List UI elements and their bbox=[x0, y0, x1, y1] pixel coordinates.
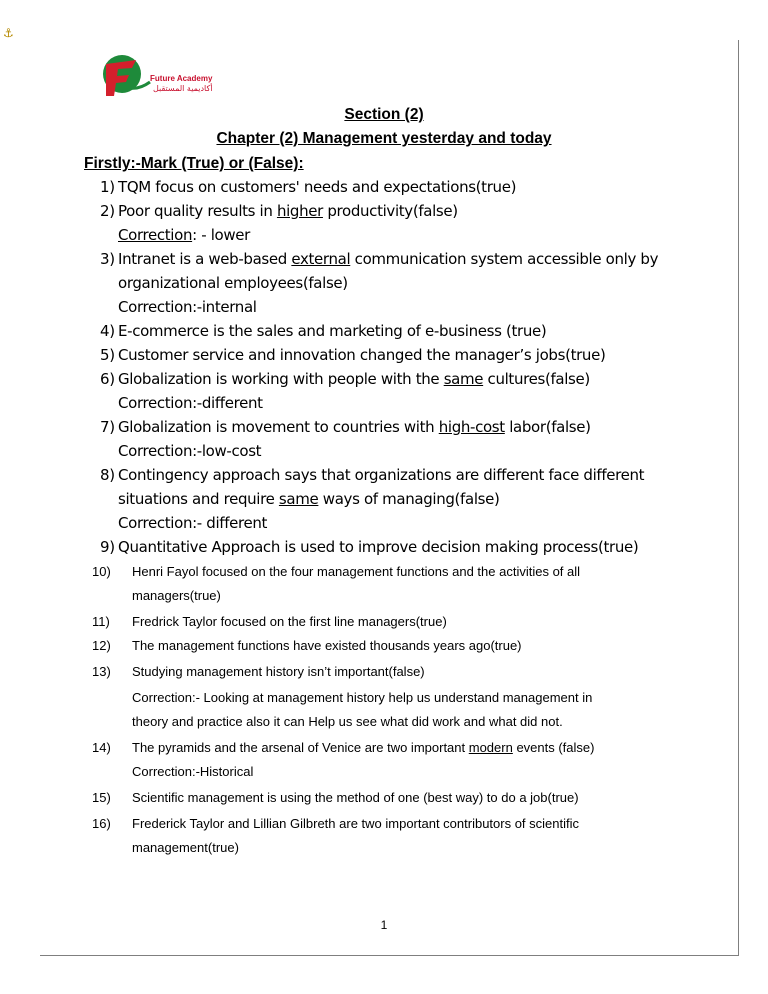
question-continuation: Correction:- different bbox=[118, 514, 268, 532]
question-item: Quantitative Approach is used to improve decision making process(true) bbox=[118, 538, 639, 556]
text-after: labor(false) bbox=[504, 418, 591, 436]
underlined-word: same bbox=[443, 370, 484, 388]
page-border-right bbox=[738, 40, 739, 955]
text-after: ways of managing(false) bbox=[318, 490, 500, 508]
question-item: Henri Fayol focused on the four management functions and the activities of all bbox=[132, 564, 581, 579]
question-item bbox=[118, 202, 458, 220]
question-continuation: Correction:- Looking at management history help us understand management in bbox=[132, 690, 593, 705]
question-item bbox=[118, 418, 591, 436]
text-before: Globalization is movement to countries with bbox=[118, 418, 439, 436]
text-after: communication system accessible only by bbox=[350, 250, 659, 268]
question-item: TQM focus on customers' needs and expectations(true) bbox=[118, 178, 517, 196]
text-before: situations and require bbox=[118, 490, 279, 508]
question-continuation: management(true) bbox=[132, 840, 239, 855]
question-item: The management functions have existed thousands years ago(true) bbox=[132, 638, 522, 653]
item-number: 15) bbox=[92, 790, 111, 805]
question-continuation: Correction:-Historical bbox=[132, 764, 254, 779]
underlined-word: modern bbox=[468, 740, 513, 755]
question-continuation: Correction:-low-cost bbox=[118, 442, 262, 460]
question-item: Contingency approach says that organizations are different face different bbox=[118, 466, 645, 484]
item-number: 1) bbox=[100, 178, 115, 196]
question-continuation bbox=[118, 490, 500, 508]
item-number: 11) bbox=[92, 614, 110, 629]
chapter-title: Chapter (2) Management yesterday and today bbox=[216, 130, 552, 147]
text-before: Poor quality results in bbox=[118, 202, 277, 220]
text-after: : - lower bbox=[192, 226, 250, 244]
logo-text-en: Future Academy bbox=[150, 74, 213, 83]
question-continuation: theory and practice also it can Help us see what did work and what did not. bbox=[132, 714, 563, 729]
question-item: Frederick Taylor and Lillian Gilbreth are two important contributors of scientific bbox=[132, 816, 580, 831]
underlined-word: higher bbox=[276, 202, 323, 220]
item-number: 7) bbox=[100, 418, 115, 436]
question-item: Scientific management is using the method of one (best way) to do a job(true) bbox=[132, 790, 579, 805]
page-border-bottom bbox=[40, 955, 739, 956]
text-after: productivity(false) bbox=[322, 202, 458, 220]
underlined-word: Correction bbox=[118, 226, 193, 244]
question-item bbox=[132, 740, 594, 755]
instruction-heading: Firstly:-Mark (True) or (False): bbox=[84, 155, 304, 172]
item-number: 5) bbox=[100, 346, 115, 364]
underlined-word: same bbox=[278, 490, 319, 508]
underlined-word: external bbox=[291, 250, 351, 268]
text-before: The pyramids and the arsenal of Venice are two important bbox=[132, 740, 469, 755]
question-item: Fredrick Taylor focused on the first line managers(true) bbox=[132, 614, 447, 629]
question-item: Customer service and innovation changed the manager’s jobs(true) bbox=[118, 346, 606, 364]
item-number: 12) bbox=[92, 638, 111, 653]
question-continuation: Correction:-different bbox=[118, 394, 263, 412]
page-number: 1 bbox=[380, 918, 388, 932]
item-number: 13) bbox=[92, 664, 111, 679]
item-number: 16) bbox=[92, 816, 111, 831]
item-number: 10) bbox=[92, 564, 111, 579]
question-continuation bbox=[118, 226, 250, 244]
anchor-icon: ⚓ bbox=[3, 26, 14, 40]
item-number: 2) bbox=[100, 202, 115, 220]
item-number: 4) bbox=[100, 322, 115, 340]
text-before: Globalization is working with people with the bbox=[118, 370, 444, 388]
item-number: 9) bbox=[100, 538, 115, 556]
item-number: 6) bbox=[100, 370, 115, 388]
question-continuation: managers(true) bbox=[132, 588, 221, 603]
item-number: 14) bbox=[92, 740, 111, 755]
item-number: 3) bbox=[100, 250, 115, 268]
question-item bbox=[118, 250, 658, 268]
question-continuation: organizational employees(false) bbox=[118, 274, 348, 292]
question-item: Studying management history isn’t important(false) bbox=[132, 664, 425, 679]
text-after: cultures(false) bbox=[483, 370, 590, 388]
text-before: Intranet is a web-based bbox=[118, 250, 292, 268]
question-item bbox=[118, 370, 590, 388]
text-after: events (false) bbox=[512, 740, 595, 755]
section-title: Section (2) bbox=[344, 106, 424, 123]
question-item: E-commerce is the sales and marketing of e-business (true) bbox=[118, 322, 547, 340]
item-number: 8) bbox=[100, 466, 115, 484]
question-continuation: Correction:-internal bbox=[118, 298, 257, 316]
logo-text-ar: أكاديمية المستقبل bbox=[153, 84, 213, 93]
underlined-word: high-cost bbox=[438, 418, 505, 436]
